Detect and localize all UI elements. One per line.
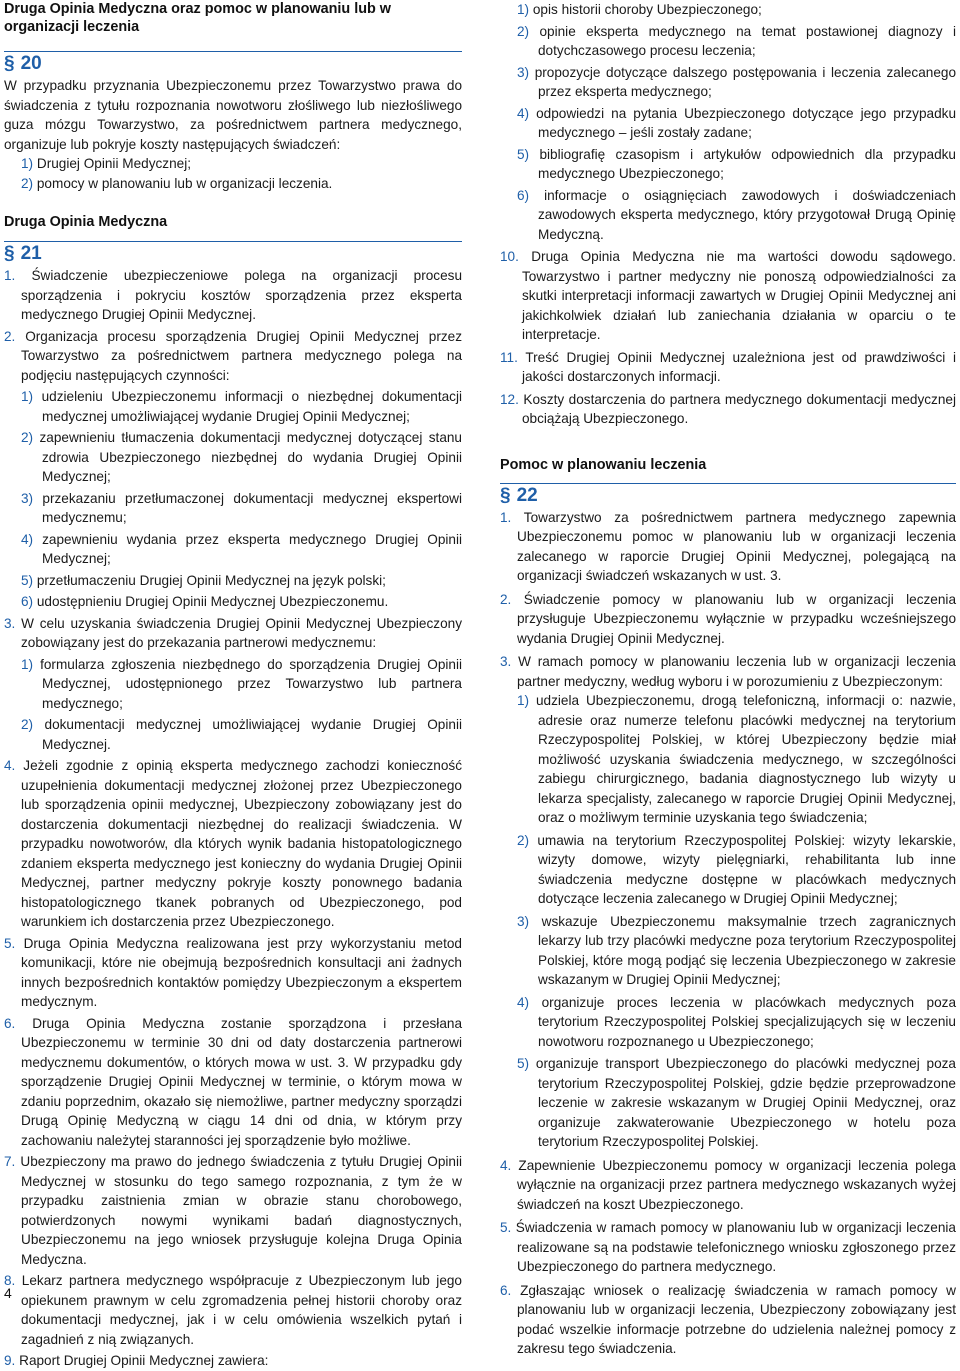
item-text: dokumentacji medycznej umożliwiającej wydanie Drugiej Opinii Medycznej. (42, 717, 462, 752)
item-text: W ramach pomocy w planowaniu leczenia lub w organizacji leczenia partner medyczny, według wyboru i w porozumieniu z Ubezpieczonym: (517, 654, 956, 689)
numbered-point (4, 756, 462, 932)
item-text: bibliografię czasopism i artykułów odpowiednich dla przypadku medycznego Ubezpieczonego; (538, 146, 956, 181)
item-text: Świadczenia w ramach pomocy w planowaniu lub w organizacji leczenia realizowane są na podstawie telefonicznego wniosku zgłoszonego przez Ubezpieczonego do partnera medycznego. (515, 1220, 956, 1274)
item-number: 2. (4, 328, 16, 344)
item-number: 2. (500, 591, 512, 607)
sub-point (4, 592, 462, 612)
paragraph-number: 22 (516, 484, 538, 506)
right-column (500, 0, 956, 1359)
paragraph-20-header (4, 51, 462, 76)
item-number: 5) (21, 572, 34, 588)
numbered-point (4, 1152, 462, 1269)
item-number: 6. (4, 1015, 16, 1031)
list-item (500, 652, 956, 691)
sub-point (4, 715, 462, 754)
item-text: umawia na terytorium Rzeczypospolitej Polskiej: wizyty lekarskie, wizyty domowe, wizyty pielęgniarki, rehabilitanta lub inne świadczenia medyczne dostępne w placówkach medycznych dotyczące leczenia zalecanego w Drugiej Opinii Medycznej; (537, 832, 956, 906)
numbered-point (4, 327, 462, 386)
item-number: 2) (517, 23, 530, 39)
numbered-point (4, 266, 462, 325)
item-text: Ubezpieczony ma prawo do jednego świadczenia z tytułu Drugiej Opinii Medycznej w stosunku do tego samego rozpoznania, z tym że w przypadku zaistnienia zmian w obrazie stanu chorobowego, potwierdzonych nowymi wynikami badań diagnostycznych, Ubezpieczonemu na jego wniosek przysługuje kolejna Druga Opinia Medyczna. (20, 1154, 462, 1267)
item-number: 9. (4, 1353, 16, 1368)
paragraph-number: 20 (20, 53, 42, 74)
item-number: 1) (21, 389, 34, 404)
item-text: Druga Opinia Medyczna realizowana jest przy wykorzystaniu metod komunikacji, które nie obejmują bezpośrednich konsultacji ani żadnych innych bezpośrednich kontaktów pomiędzy Ubezpieczonym a ekspertem medycznym. (21, 935, 462, 1009)
item-text: Zapewnienie Ubezpieczonemu pomocy w organizacji leczenia polega wyłącznie na organizacji przez partnera medycznego wskazanych wyżej świadczeń na koszt Ubezpieczonego. (517, 1157, 956, 1212)
item-number: 1. (500, 509, 512, 525)
item-number: 2) (21, 717, 34, 732)
section-title-pomoc: Pomoc w planowaniu leczenia (500, 456, 707, 473)
item-text: organizuje proces leczenia w placówkach medycznych poza terytorium Rzeczypospolitej Polskiej specjalizujących się w leczeniu nowotworu rozpoznanego u Ubezpieczonego; (538, 994, 957, 1049)
item-text: Świadczenie pomocy w planowaniu lub w organizacji leczenia przysługuje Ubezpieczonemu wyłącznie w przypadku wcześniejszego wydania Drugiej Opinii Medycznej. (517, 591, 957, 646)
sub-point (4, 530, 462, 569)
list-item (500, 508, 956, 586)
numbered-point (4, 614, 462, 653)
item-text: Towarzystwo za pośrednictwem partnera medycznego zapewnia Ubezpieczonemu pomoc w planowaniu lub w organizacji leczenia zalecanego w raporcie Drugiej Opinii Medycznej, polegającą na organizacji świadczeń wskazanych w ust. 3. (517, 509, 957, 583)
list-item (500, 993, 956, 1052)
list-item (500, 1156, 956, 1215)
item-number: 6) (517, 187, 530, 203)
item-text: Raport Drugiej Opinii Medycznej zawiera: (19, 1353, 269, 1368)
sub-point (4, 655, 462, 714)
page-number: 4 (4, 1285, 12, 1301)
item-number: 2) (517, 832, 530, 848)
item-text: opis historii choroby Ubezpieczonego; (532, 2, 762, 17)
section-sign: § (500, 484, 511, 506)
list-item (4, 174, 462, 194)
list-item (500, 912, 956, 990)
sub-point (4, 387, 462, 426)
paragraph-text: W przypadku przyznania Ubezpieczonemu przez Towarzystwo prawa do świadczenia z tytułu rozpoznania nowotworu złośliwego lub niezłośliwego guza mózgu Towarzystwo, za pośrednictwem partnera medycznego, organizuje lub pokryje koszty następujących świadczeń: (4, 78, 462, 152)
paragraph-22-header (500, 483, 956, 508)
item-number: 8. (4, 1273, 16, 1288)
list-item (500, 1281, 956, 1359)
list-item (500, 247, 956, 345)
section-title-druga-opinia: Druga Opinia Medyczna (4, 214, 168, 230)
sub-point (4, 489, 462, 528)
item-text: Drugiej Opinii Medycznej; (36, 156, 191, 171)
item-text: wskazuje Ubezpieczonemu maksymalnie trzech zagranicznych lekarzy lub trzy placówki medyczne poza terytorium Rzeczypospolitej Polskiej, które mogą podjąć się leczenia Ubezpieczonego w zakresie wskazanym w Drugiej Opinii Medycznej; (538, 913, 956, 987)
item-text: Koszty dostarczenia do partnera medycznego dokumentacji medycznej obciążają Ubezpieczonego. (522, 391, 956, 426)
item-number: 10. (500, 249, 519, 264)
item-number: 3) (21, 490, 34, 506)
item-number: 2) (21, 175, 34, 191)
list-item (500, 0, 956, 20)
item-number: 6) (21, 594, 34, 609)
paragraph-number: 21 (20, 243, 42, 264)
item-text: zapewnieniu tłumaczenia dokumentacji medycznej dotyczącej stanu zdrowia Ubezpieczonego niezbędnej do wydania Drugiej Opinii Medycznej; (39, 430, 462, 484)
list-item (500, 104, 956, 143)
item-number: 2) (21, 430, 34, 445)
item-number: 6. (500, 1282, 512, 1298)
item-number: 5. (4, 935, 16, 951)
item-text: pomocy w planowaniu lub w organizacji leczenia. (36, 175, 333, 191)
item-number: 4) (517, 105, 530, 121)
list-item (500, 1218, 956, 1277)
item-number: 4) (517, 994, 530, 1010)
list-item (500, 22, 956, 61)
paragraph-21-final-points (500, 247, 956, 429)
section-sign: § (4, 53, 15, 74)
item-number: 5) (517, 146, 530, 162)
item-number: 12. (500, 391, 519, 407)
item-number: 1) (21, 156, 34, 171)
item-number: 4. (500, 1157, 512, 1173)
item-text: organizuje transport Ubezpieczonego do placówki medycznej poza terytorium Rzeczypospolitej Polskiej, gdzie będzie przeprowadzone leczenie w zakresie wskazanym w Drugiej Opinii Medycznej, oraz organizuje zakwaterowanie Ubezpieczonego w hotelu poza terytorium Rzeczypospolitej Polskiej. (535, 1056, 956, 1149)
item-number: 4) (21, 531, 34, 547)
item-number: 1. (4, 268, 16, 283)
item-text: przekazaniu przetłumaczonej dokumentacji medycznej ekspertowi medycznemu; (42, 490, 463, 525)
item-text: W celu uzyskania świadczenia Drugiej Opinii Medycznej Ubezpieczony zobowiązany jest do przekazania partnerowi medycznemu: (21, 615, 462, 650)
item-number: 11. (500, 349, 518, 365)
item-number: 3) (517, 913, 530, 929)
item-text: Lekarz partnera medycznego współpracuje z Ubezpieczonym lub jego opiekunem prawnym w celu zgromadzenia pełnej historii choroby oraz dokumentacji medycznej, jak i w celu omówienia wszelkich pytań i zagadnień z nią związanych. (21, 1273, 462, 1347)
item-text: opinie eksperta medycznego na temat postawionej diagnozy i dotychczasowego procesu leczenia; (538, 23, 956, 58)
sub-point (4, 428, 462, 487)
list-item (500, 590, 956, 649)
section-sign: § (4, 243, 15, 264)
item-text: propozycje dotyczące dalszego postępowania i leczenia zalecanego przez eksperta medycznego; (534, 64, 956, 99)
list-item (500, 691, 956, 828)
report-contents-list (500, 0, 956, 244)
item-number: 5. (500, 1220, 512, 1235)
item-number: 7. (4, 1154, 16, 1169)
paragraph-22-body (500, 508, 956, 692)
paragraph-22-final-points (500, 1156, 956, 1359)
sub-point (4, 571, 462, 591)
item-number: 1) (517, 693, 530, 708)
item-text: Świadczenie ubezpieczeniowe polega na organizacji procesu sporządzenia i pokryciu kosztów sporządzenia przez eksperta medycznego Drugiej Opinii Medycznej. (21, 268, 463, 322)
list-item (500, 145, 956, 184)
list-item (500, 390, 956, 429)
item-text: Druga Opinia Medyczna zostanie sporządzona i przesłana Ubezpieczonemu w terminie 30 dni od daty dostarczenia partnerowi medycznemu dokumentów, o których mowa w ust. 3. W przypadku gdy sporządzenie Drugiej Opinii Medycznej w terminie, o którym mowa w zdaniu poprzednim, okazało się niemożliwe, partner medyczny sporządzi Drugą Opinię Medyczną w ciągu 14 dni od dnia, w którym przy zachowaniu należytej staranności jej sporządzenie było możliwe. (21, 1015, 462, 1148)
item-number: 1) (517, 2, 530, 17)
paragraph-22-sub-list (500, 691, 956, 1152)
numbered-point (4, 934, 462, 1012)
numbered-point (4, 1014, 462, 1151)
item-number: 1) (21, 656, 34, 672)
item-number: 4. (4, 758, 16, 773)
left-column (4, 0, 462, 1371)
item-number: 5) (517, 1056, 530, 1071)
list-item (500, 1054, 956, 1152)
paragraph-21-header (4, 241, 462, 266)
item-text: Treść Drugiej Opinii Medycznej uzależniona jest od prawdziwości i jakości dostarczonych informacji. (522, 349, 957, 384)
item-number: 3) (517, 64, 530, 80)
document-title: Druga Opinia Medyczna oraz pomoc w planowaniu lub w organizacji leczenia (4, 1, 391, 35)
item-text: Jeżeli zgodnie z opinią eksperta medycznego zachodzi konieczność uzupełnienia dokumentacji medycznej złożonej przez Ubezpieczonego lub sporządzenia opinii medycznej, Ubezpieczony zobowiązany jest do dostarczenia dokumentacji niezbędnej do realizacji świadczenia. W przypadku nowotworów, dla których wynik badania histopatologicznego zdaniem eksperta medycznego jest konieczny do wydania Drugiej Opinii Medycznej, partner medyczny pokryje koszty ponownego badania histopatologicznego tkanek pobranych od Ubezpieczonego, pod warunkiem ich dostarczenia przez Ubezpieczonego. (21, 758, 463, 929)
item-text: udostępnieniu Drugiej Opinii Medycznej Ubezpieczonemu. (36, 594, 389, 609)
list-item (500, 831, 956, 909)
list-item (500, 63, 956, 102)
item-text: przetłumaczeniu Drugiej Opinii Medycznej na język polski; (36, 572, 386, 588)
item-number: 3. (500, 654, 512, 669)
item-text: Organizacja procesu sporządzenia Drugiej Opinii Medycznej przez Towarzystwo za pośrednictwem partnera medycznego polega na podjęciu następujących czynności: (21, 328, 463, 383)
list-item (500, 348, 956, 387)
item-text: informacje o osiągnięciach zawodowych i doświadczeniach zawodowych eksperta medycznego, który przygotował Drugą Opinię Medyczną. (538, 187, 956, 242)
item-text: zapewnieniu wydania przez eksperta medycznego Drugiej Opinii Medycznej; (42, 531, 462, 566)
item-text: Druga Opinia Medyczna nie ma wartości dowodu sądowego. Towarzystwo i partner medyczny nie ponoszą odpowiedzialności za skutki interpretacji informacji zawartych w Drugiej Opinii Medycznej ani jakichkolwiek działań lub zaniechania działania w oparciu o te interpretacje. (522, 249, 956, 342)
item-text: udzieleniu Ubezpieczonemu informacji o niezbędnej dokumentacji medycznej umożliwiającej wydanie Drugiej Opinii Medycznej; (41, 389, 462, 424)
item-number: 3. (4, 615, 16, 631)
item-text: formularza zgłoszenia niezbędnego do sporządzenia Drugiej Opinii Medycznej, udostępnionego przez Towarzystwo lub partnera medycznego; (40, 656, 463, 711)
paragraph-20-body (4, 76, 462, 193)
item-text: Zgłaszając wniosek o realizację świadczenia w ramach pomocy w planowaniu lub w organizacji leczenia, Ubezpieczony zobowiązany jest podać wszelkie informacje potrzebne do udzielenia należnej pomocy z zakresu tego świadczenia. (517, 1282, 956, 1356)
numbered-point (4, 1271, 462, 1349)
paragraph-21-body (4, 266, 462, 1371)
item-text: odpowiedzi na pytania Ubezpieczonego dotyczące jego przypadku medycznego – jeśli zostały zadane; (536, 105, 956, 140)
list-item (500, 186, 956, 245)
numbered-point (4, 1351, 462, 1371)
item-text: udziela Ubezpieczonemu, drogą telefoniczną, informacji o: nazwie, adresie oraz numerze telefonu placówki medycznej na terytorium Rzeczypospolitej Polskiej, w której Ubezpieczony będzie miał możliwość uzyskania świadczenia medycznego, w szczególności zabiegu chirurgicznego, badania diagnostycznego lub wizyty u lekarza specjalisty, zalecanego w raporcie Drugiej Opinii Medycznej, oraz o możliwym terminie uzyskania tego świadczenia; (536, 693, 956, 825)
list-item (4, 154, 462, 174)
